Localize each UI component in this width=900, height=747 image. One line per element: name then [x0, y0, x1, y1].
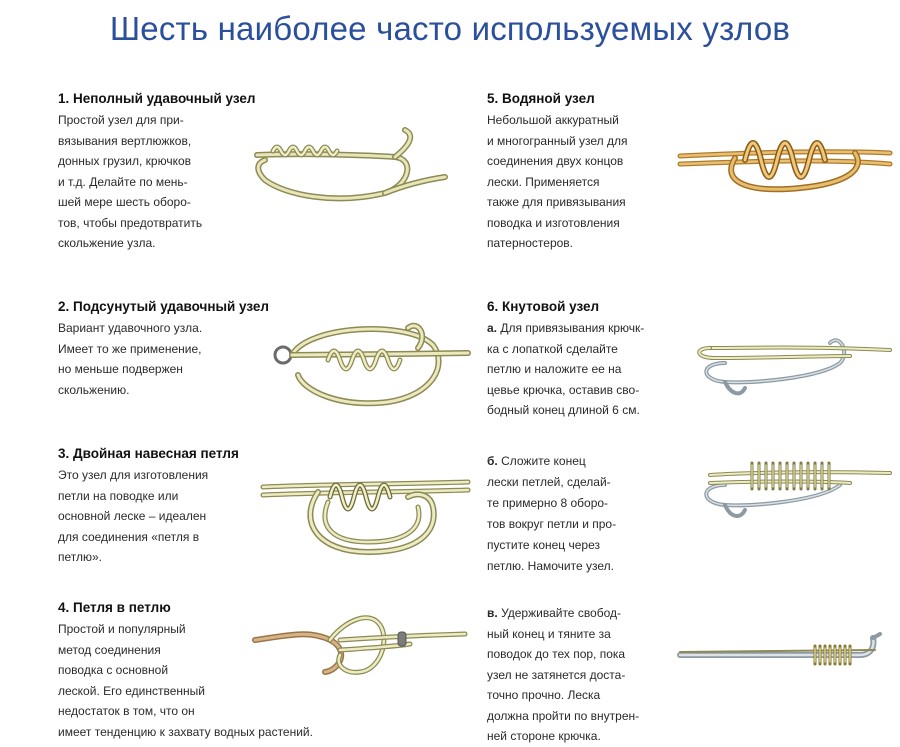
knot-6-step-b-text: б. Сложите конец лески петлей, сделай- те примерно 8 оборо- тов вокруг петли и про- пустите конец через петлю. Намочите узел. [487, 454, 617, 573]
knot-6a-illustration [680, 318, 890, 398]
step-b-label: б. [487, 454, 498, 468]
knot-2-illustration [268, 320, 468, 415]
knot-1-heading: 1. Неполный удавочный узел [58, 91, 256, 106]
knot-5-illustration [680, 118, 890, 198]
knot-4-heading: 4. Петля в петлю [58, 600, 171, 615]
knot-3-text: Это узел для изготовления петли на поводке или основной леске – идеален для соединения «петля в петлю». [58, 468, 209, 564]
knot-6-heading: 6. Кнутовой узел [487, 299, 600, 314]
knot-4-illustration [250, 600, 465, 685]
knot-1-text: Простой узел для при- вязывания вертлюжков, донных грузил, крючков и т.д. Делайте по мень- шей мере шесть оборо- тов, чтобы предотвратить скольжение узла. [58, 113, 203, 250]
knot-4-text: Простой и популярный метод соединения поводка с основной леской. Его единственный недостаток в том, что он имеет тенденцию к захвату водных растений. [58, 622, 313, 739]
knot-3-illustration [258, 462, 468, 562]
knot-6-step-c-text: в. Удерживайте свобод- ный конец и тяните за поводок до тех пор, пока узел не затянется доста- точно прочно. Леска должна пройти по внутрен- ней стороне крючка. [487, 606, 640, 743]
knot-1-illustration [245, 125, 445, 210]
knot-5-text: Небольшой аккуратный и многогранный узел для соединения двух концов лески. Применяется также для привязывания поводка и изготовления патерностеров. [487, 113, 628, 250]
knot-6c-illustration [675, 628, 890, 678]
knot-6-block [487, 299, 697, 421]
step-c-label: в. [487, 606, 498, 620]
knot-6b-illustration [680, 455, 890, 520]
page-title: Шесть наиболее часто используемых узлов [109, 10, 791, 47]
knot-5-heading: 5. Водяной узел [487, 91, 595, 106]
knot-2-heading: 2. Подсунутый удавочный узел [58, 299, 270, 314]
step-a-label: а. [487, 321, 498, 335]
knot-6-step-a-text: а. Для привязывания крючк- ка с лопаткой сделайте петлю и наложите ее на цевье крючка, оставив сво- бодный конец длиной 6 см. [487, 321, 645, 417]
knot-2-text: Вариант удавочного узла. Имеет то же применение, но меньше подвержен скольжению. [58, 321, 203, 397]
knot-5-block [487, 91, 687, 254]
knot-6-step-c [487, 603, 697, 747]
knot-6-step-b [487, 451, 687, 577]
knot-3-heading: 3. Двойная навесная петля [58, 446, 239, 461]
